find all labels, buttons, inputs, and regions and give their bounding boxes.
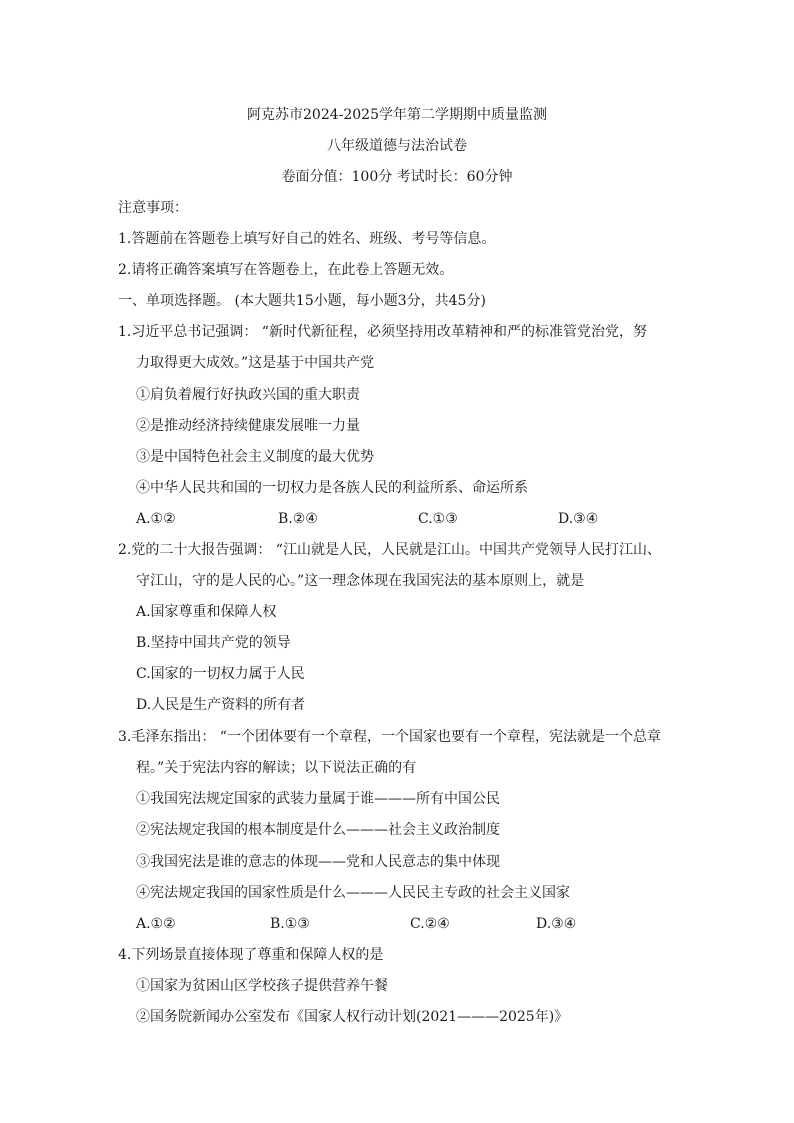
- statement: ①我国宪法规定国家的武装力量属于谁———所有中国公民: [136, 791, 500, 807]
- option-c: C.②④: [410, 916, 450, 932]
- question-stem-cont: 力取得更大成效。”这是基于中国共产党: [136, 355, 375, 371]
- notes-heading: 注意事项：: [118, 200, 188, 216]
- question-stem: 3.毛泽东指出： “一个团体要有一个章程，一个国家也要有一个章程，宪法就是一个总章: [118, 729, 661, 745]
- option-a: A.国家尊重和保障人权: [136, 604, 277, 620]
- statement: ②是推动经济持续健康发展唯一力量: [136, 418, 360, 434]
- statement: ③是中国特色社会主义制度的最大优势: [136, 449, 374, 465]
- question-stem: 4.下列场景直接体现了尊重和保障人权的是: [118, 947, 384, 963]
- statement: ②宪法规定我国的根本制度是什么———社会主义政治制度: [136, 822, 500, 838]
- question-stem: 1.习近平总书记强调： “新时代新征程，必须坚持用改革精神和严的标准管党治党，努: [118, 324, 647, 340]
- option-a: A.①②: [136, 511, 176, 527]
- question-stem: 2.党的二十大报告强调： “江山就是人民，人民就是江山。中国共产党领导人民打江山、: [118, 542, 661, 558]
- option-c: C.国家的一切权力属于人民: [136, 666, 305, 682]
- exam-info: 卷面分值：100分 考试时长：60分钟: [281, 169, 513, 185]
- statement: ②国务院新闻办公室发布《国家人权行动计划(2021———2025年)》: [136, 1009, 569, 1025]
- option-d: D.③④: [536, 916, 577, 932]
- exam-title: 阿克苏市2024-2025学年第二学期期中质量监测: [247, 107, 547, 123]
- exam-subject: 八年级道德与法治试卷: [327, 138, 467, 154]
- note-item: 1.答题前在答题卷上填写好自己的姓名、班级、考号等信息。: [118, 231, 496, 247]
- option-b: B.坚持中国共产党的领导: [136, 635, 291, 651]
- option-d: D.③④: [558, 511, 599, 527]
- option-c: C.①③: [418, 511, 458, 527]
- statement: ④宪法规定我国的国家性质是什么———人民民主专政的社会主义国家: [136, 885, 570, 901]
- option-b: B.①③: [270, 916, 310, 932]
- question-stem-cont: 程。”关于宪法内容的解读；以下说法正确的有: [136, 760, 417, 776]
- statement: ①国家为贫困山区学校孩子提供营养午餐: [136, 978, 388, 994]
- option-b: B.②④: [278, 511, 318, 527]
- option-d: D.人民是生产资料的所有者: [136, 697, 306, 713]
- statement: ③我国宪法是谁的意志的体现——党和人民意志的集中体现: [136, 854, 500, 870]
- note-item: 2.请将正确答案填写在答题卷上，在此卷上答题无效。: [118, 262, 454, 278]
- option-a: A.①②: [136, 916, 176, 932]
- section-heading: 一、单项选择题。 (本大题共15小题，每小题3分，共45分): [118, 293, 486, 309]
- statement: ④中华人民共和国的一切权力是各族人民的利益所系、命运所系: [136, 480, 528, 496]
- statement: ①肩负着履行好执政兴国的重大职责: [136, 387, 360, 403]
- question-stem-cont: 守江山，守的是人民的心。”这一理念体现在我国宪法的基本原则上，就是: [136, 573, 585, 589]
